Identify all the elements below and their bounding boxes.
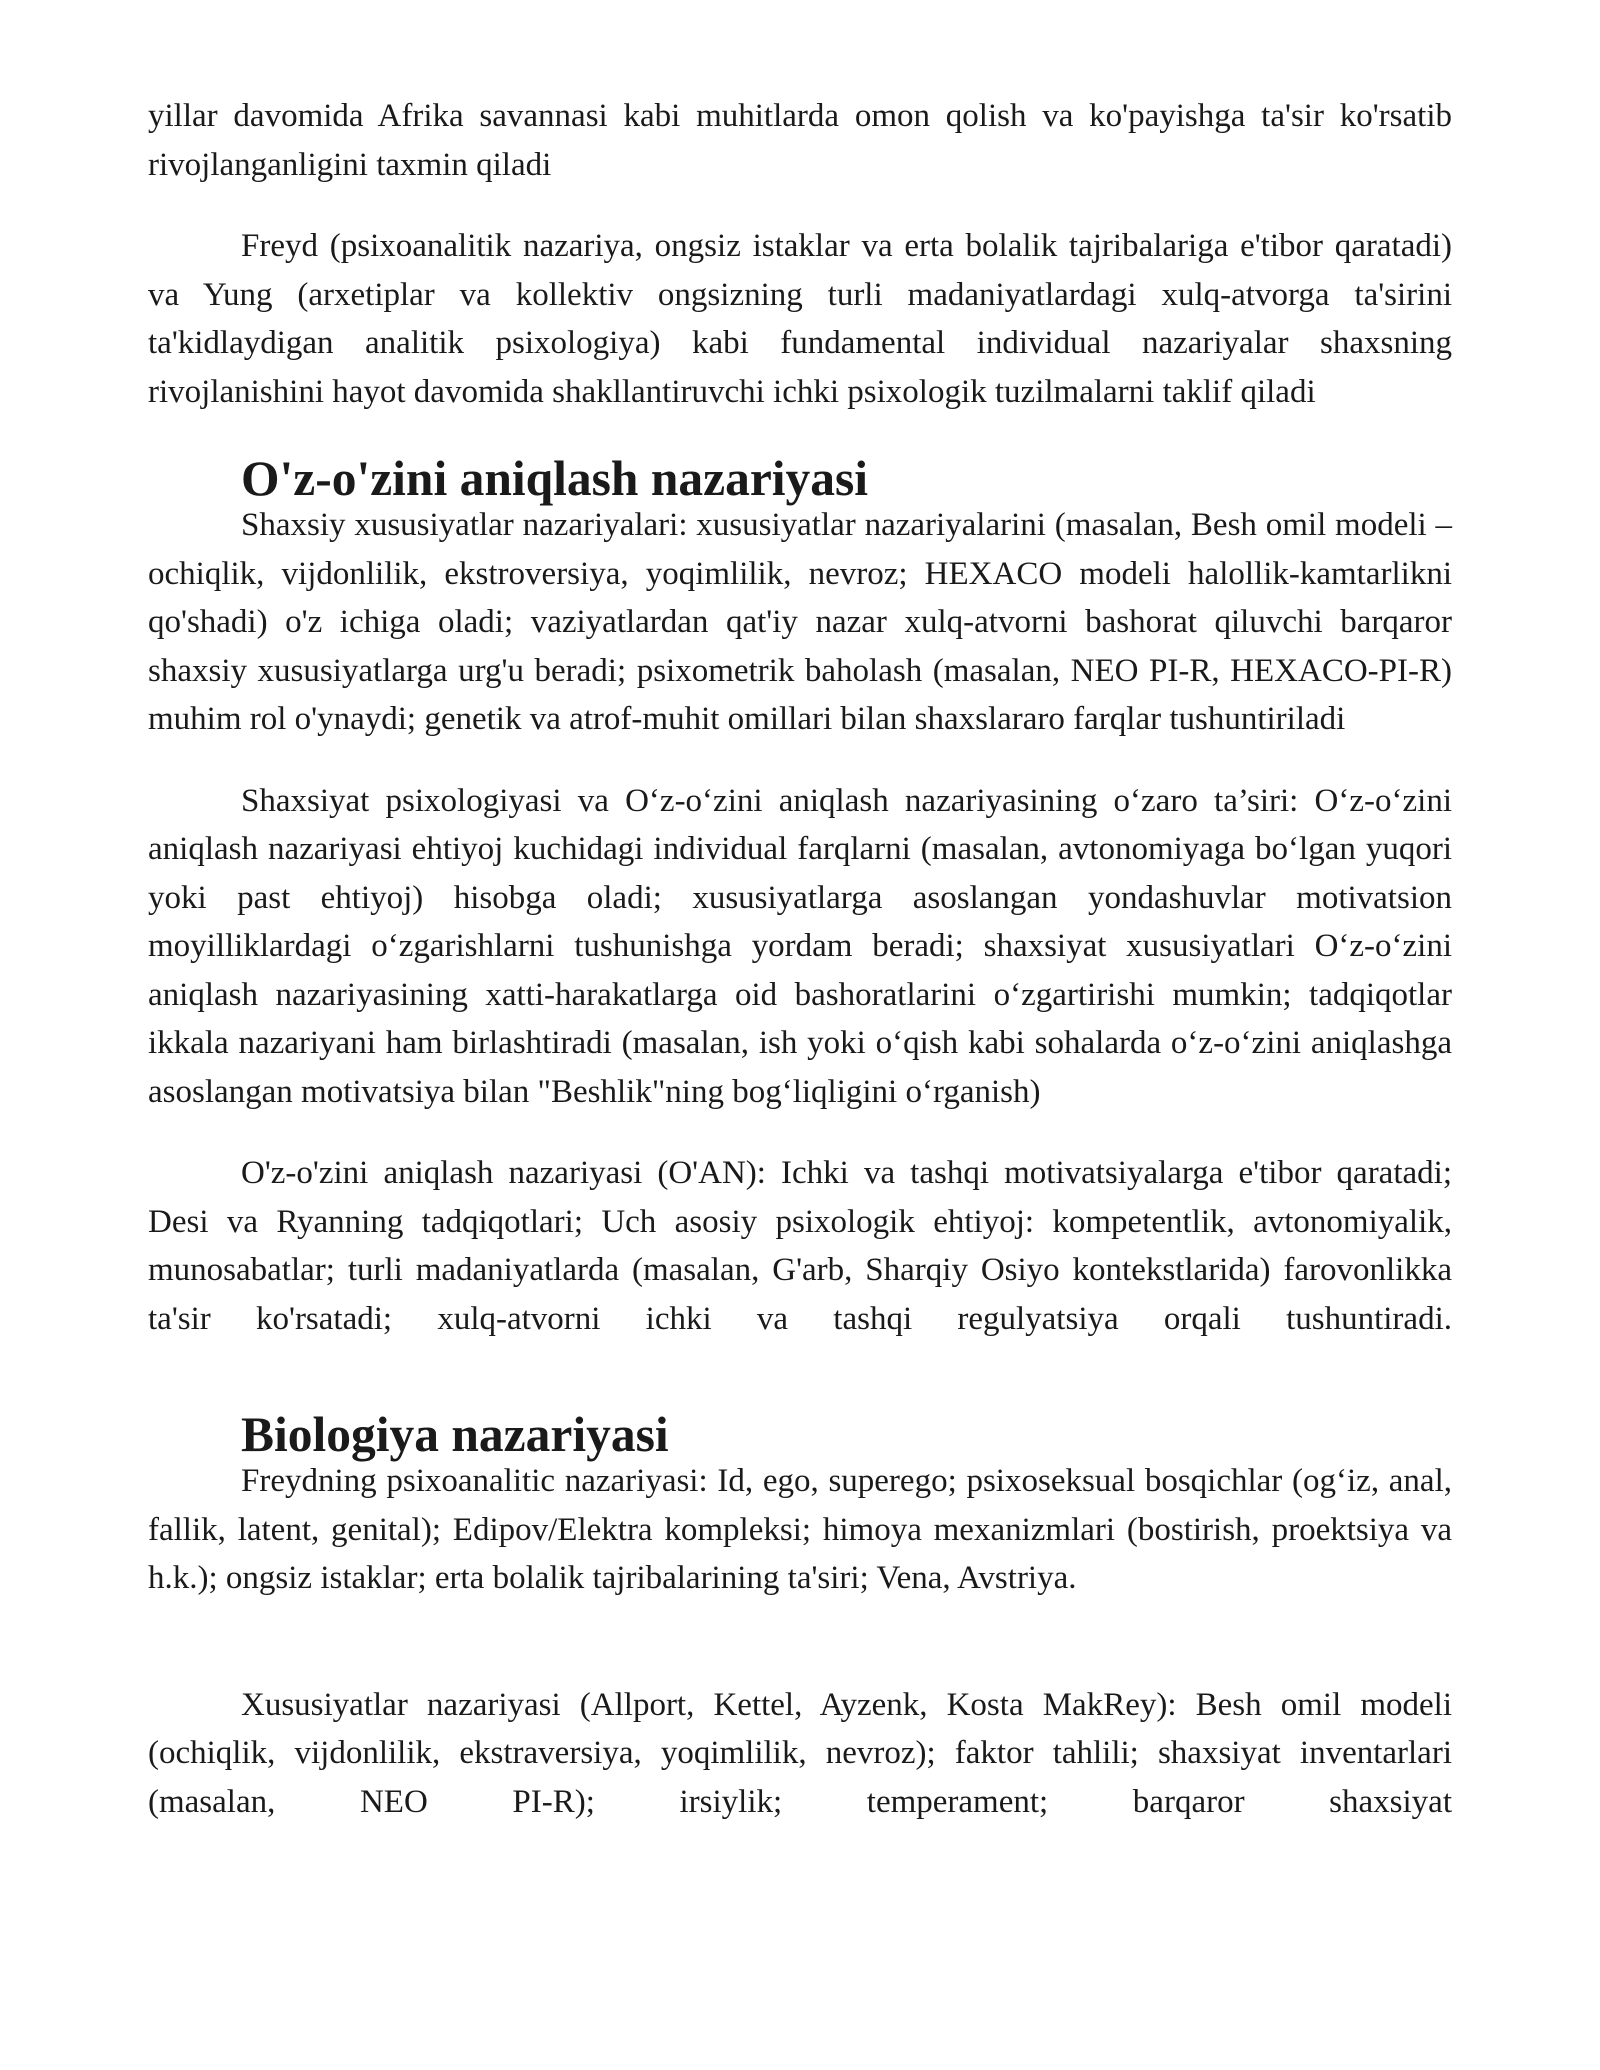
spacer bbox=[148, 1343, 1452, 1413]
paragraph-freyd-yung: Freyd (psixoanalitik nazariya, ongsiz istaklar va erta bolalik tajribalariga e'tibor qaratadi) va Yung (arxetiplar va kollektiv ongsizning turli madaniyatlardagi xulq-atvorga ta'sirini ta'kidlaydigan analitik psixologiya) kabi fundamental individual nazariyalar shaxsning rivojlanishini hayot davomida shakllantiruvchi ichki psixologik tuzilmalarni taklif qiladi bbox=[148, 228, 1452, 410]
paragraph-interaction: Shaxsiyat psixologiyasi va O‘z-o‘zini aniqlash nazariyasining o‘zaro ta’siri: O‘z-o‘zini aniqlash nazariyasi ehtiyoj kuchidagi individual farqlarni (masalan, avtonomiyaga bo‘lgan yuqori yoki past ehtiyoj) hisobga oladi; xususiyatlarga asoslangan yondashuvlar motivatsion moyilliklardagi o‘zgarishlarni tushunishga yordam beradi; shaxsiyat xususiyatlari O‘z-o‘zini aniqlash nazariyasining xatti-harakatlarga oid bashoratlarini o‘zgartirishi mumkin; tadqiqotlar ikkala nazariyani ham birlashtiradi (masalan, ish yoki o‘qish kabi sohalarda o‘z-o‘zini aniqlashga asoslangan motivatsiya bilan "Beshlik"ning bog‘liqligini o‘rganish) bbox=[148, 782, 1452, 1110]
paragraph-sdt: O'z-o'zini aniqlash nazariyasi (O'AN): Ichki va tashqi motivatsiyalarga e'tibor qaratadi; Desi va Ryanning tadqiqotlari; Uch asosiy psixologik ehtiyoj: kompetentlik, avtonomiyalik, munosabatlar; turli madaniyatlarda (masalan, G'arb, Sharqiy Osiyo kontekstlarida) farovonlikka ta'sir ko'rsatadi; xulq-atvorni ichki va tashqi regulyatsiya orqali tushuntiradi. bbox=[148, 1155, 1452, 1337]
spacer bbox=[148, 189, 1452, 222]
spacer bbox=[148, 744, 1452, 777]
paragraph-freud-psychoanalytic: Freydning psixoanalitic nazariyasi: Id, ego, superego; psixoseksual bosqichlar (og‘iz, anal, fallik, latent, genital); Edipov/Elektra kompleksi; himoya mexanizmlari (bostirish, proektsiya va h.k.); ongsiz istaklar; erta bolalik tajribalarining ta'siri; Vena, Avstriya. bbox=[148, 1463, 1452, 1596]
section-heading-biology: Biologiya nazariyasi bbox=[241, 1407, 669, 1462]
paragraph-continuation: yillar davomida Afrika savannasi kabi muhitlarda omon qolish va ko'payishga ta'sir ko'rsatib rivojlanganligini taxmin qiladi bbox=[148, 98, 1452, 183]
document-page bbox=[148, 92, 1452, 1826]
paragraph-trait-theories: Shaxsiy xususiyatlar nazariyalari: xususiyatlar nazariyalarini (masalan, Besh omil modeli – ochiqlik, vijdonlilik, ekstroversiya, yoqimlilik, nevroz; HEXACO modeli halollik-kamtarlikni qo'shadi) o'z ichiga oladi; vaziyatlardan qat'iy nazar xulq-atvorni bashorat qiluvchi barqaror shaxsiy xususiyatlarga urg'u beradi; psixometrik baholash (masalan, NEO PI-R, HEXACO-PI-R) muhim rol o'ynaydi; genetik va atrof-muhit omillari bilan shaxslararo farqlar tushuntiriladi bbox=[148, 507, 1452, 737]
paragraph-trait-theory: Xususiyatlar nazariyasi (Allport, Kettel, Ayzenk, Kosta MakRey): Besh omil modeli (ochiqlik, vijdonlilik, ekstraversiya, yoqimlilik, nevroz); faktor tahlili; shaxsiyat inventarlari (masalan, NEO PI-R); irsiylik; temperament; barqaror shaxsiyat bbox=[148, 1686, 1452, 1820]
spacer bbox=[148, 1603, 1452, 1681]
spacer bbox=[148, 1116, 1452, 1149]
section-heading-self-determination: O'z-o'zini aniqlash nazariyasi bbox=[241, 451, 869, 506]
